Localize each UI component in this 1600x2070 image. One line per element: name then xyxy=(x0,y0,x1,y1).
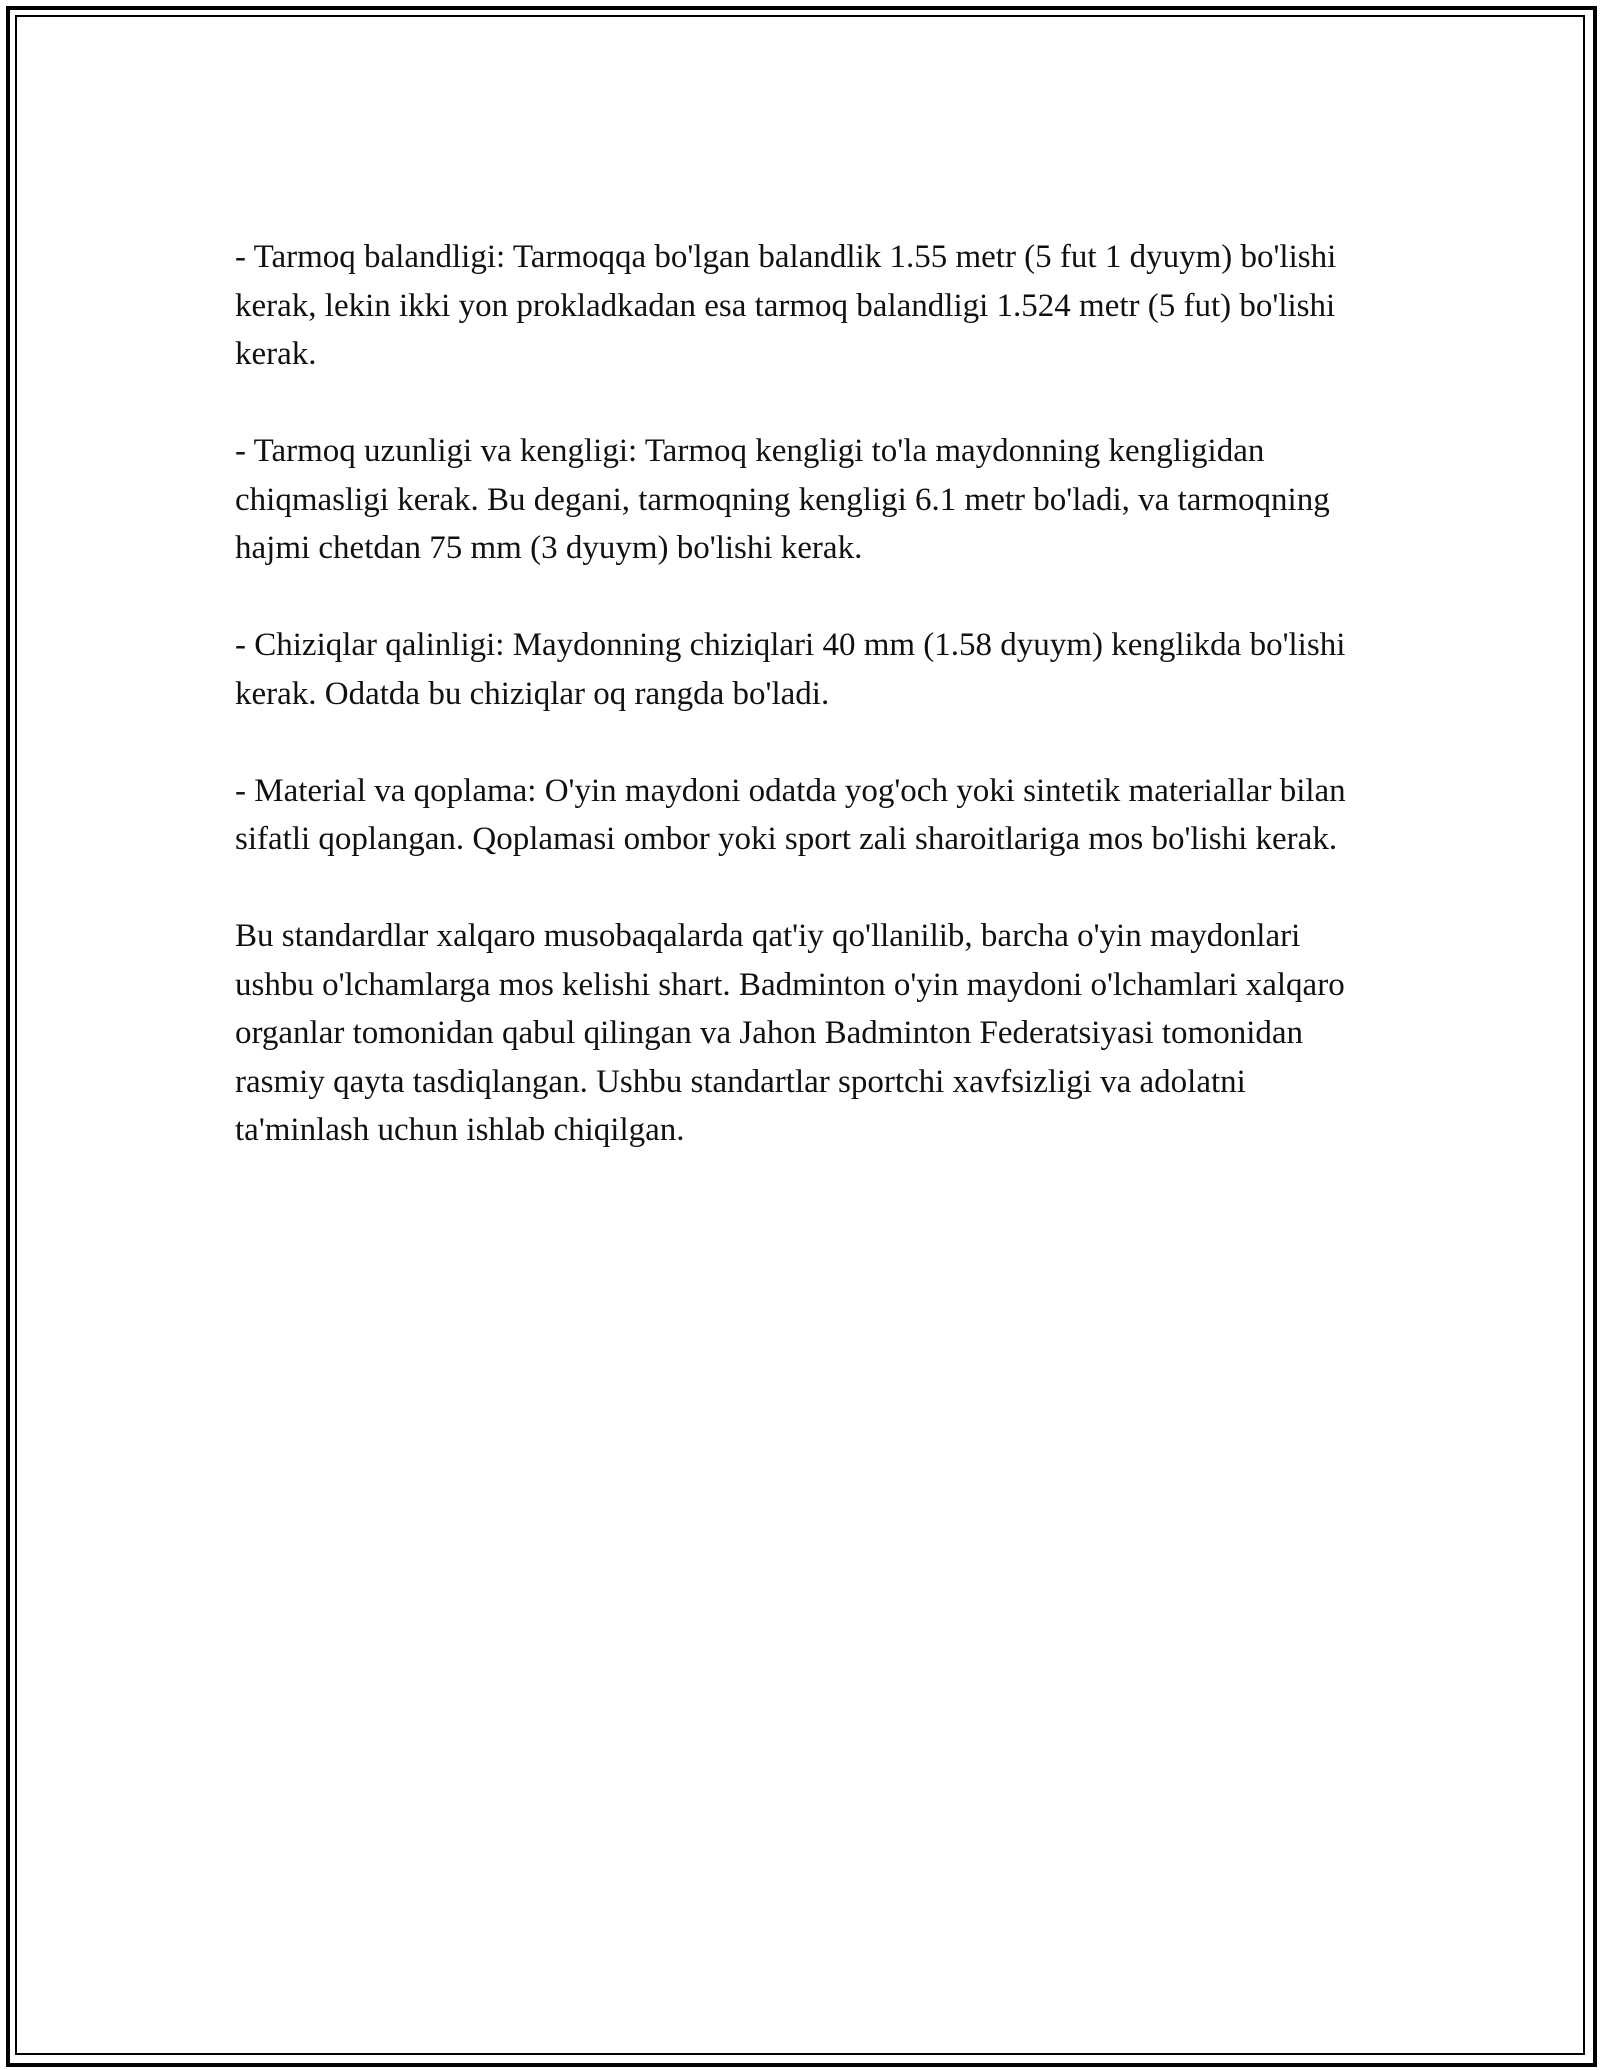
paragraph-material-surface: - Material va qoplama: O'yin maydoni odatda yog'och yoki sintetik materiallar bilan sifatli qoplangan. Qoplamasi ombor yoki sport zali sharoitlariga mos bo'lishi kerak. xyxy=(235,772,1346,857)
paragraph-net-height: - Tarmoq balandligi: Tarmoqqa bo'lgan balandlik 1.55 metr (5 fut 1 dyuym) bo'lishi kerak, lekin ikki yon prokladkadan esa tarmoq balandligi 1.524 metr (5 fut) bo'lishi kerak. xyxy=(235,239,1337,372)
paragraph-standards-summary: Bu standardlar xalqaro musobaqalarda qat'iy qo'llanilib, barcha o'yin maydonlari ushbu o'lchamlarga mos kelishi shart. Badminton o'yin maydoni o'lchamlari xalqaro organlar tomonidan qabul qilingan va Jahon Badminton Federatsiyasi tomonidan rasmiy qayta tasdiqlangan. Ushbu standartlar sportchi xavfsizligi va adolatni ta'minlash uchun ishlab chiqilgan. xyxy=(235,918,1345,1148)
document-body xyxy=(235,233,1375,1203)
paragraph-line-thickness: - Chiziqlar qalinligi: Maydonning chiziqlari 40 mm (1.58 dyuym) kenglikda bo'lishi kerak. Odatda bu chiziqlar oq rangda bo'ladi. xyxy=(235,627,1346,712)
paragraph-net-length-width: - Tarmoq uzunligi va kengligi: Tarmoq kengligi to'la maydonning kengligidan chiqmasligi kerak. Bu degani, tarmoqning kengligi 6.1 metr bo'ladi, va tarmoqning hajmi chetdan 75 mm (3 dyuym) bo'lishi kerak. xyxy=(235,433,1330,566)
